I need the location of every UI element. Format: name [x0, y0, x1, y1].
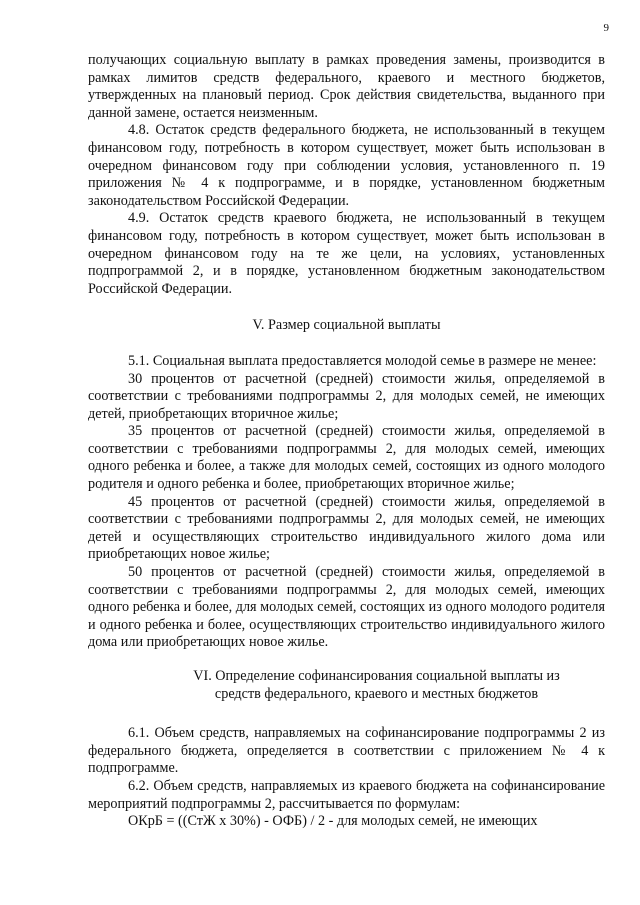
paragraph-30-percent: 30 процентов от расчетной (средней) стоимости жилья, определяемой в соответствии с требованиями подпрограммы 2, для молодых семей, не имеющих детей, приобретающих вторичное жилье; [88, 370, 605, 422]
page-number: 9 [603, 22, 609, 34]
paragraph-4-8: 4.8. Остаток средств федерального бюджета, не использованный в текущем финансовом году, потребность в котором существует, может быть использован в очередном финансовом году при соблюдении условия, установленного п. 19 приложения № 4 к подпрограмме, и в порядке, установленном бюджетным законодательством Российской Федерации. [88, 122, 605, 209]
paragraph-6-2: 6.2. Объем средств, направляемых из краевого бюджета на софинансирование мероприятий подпрограммы 2, рассчитывается по формулам: [88, 777, 605, 812]
paragraph-4-9: 4.9. Остаток средств краевого бюджета, не использованный в текущем финансовом году, потребность в котором существует, может быть использован в очередном финансовом году на те же цели, на условиях, установленных подпрограммой 2, и в порядке, установленном бюджетным законодательством Российской Федерации. [88, 210, 605, 297]
section-6-heading-line-2: средств федерального, краевого и местных бюджетов [214, 685, 539, 702]
paragraph-6-1: 6.1. Объем средств, направляемых на софинансирование подпрограммы 2 из федерального бюджета, определяется в соответствии с приложением № 4 к подпрограмме. [88, 725, 605, 777]
formula-okrb: ОКрБ = ((СтЖ х 30%) - ОФБ) / 2 - для молодых семей, не имеющих [128, 813, 538, 830]
section-6-heading-line-1: VI. Определение софинансирования социальной выплаты из [193, 668, 560, 684]
paragraph-45-percent: 45 процентов от расчетной (средней) стоимости жилья, определяемой в соответствии с требованиями подпрограммы 2, для молодых семей, не имеющих детей и осуществляющих строительство индивидуального жилого дома или приобретающих новое жилье; [88, 493, 605, 563]
paragraph-50-percent: 50 процентов от расчетной (средней) стоимости жилья, определяемой в соответствии с требованиями подпрограммы 2, для молодых семей, имеющих одного ребенка и более, для молодых семей, состоящих из одного молодого родителя и одного ребенка и более, осуществляющих строительство индивидуального жилого дома или приобретающих новое жилье. [88, 564, 605, 651]
section-5-heading: V. Размер социальной выплаты [252, 317, 441, 334]
document-body [88, 52, 605, 831]
paragraph-35-percent: 35 процентов от расчетной (средней) стоимости жилья, определяемой в соответствии с требованиями подпрограммы 2, для молодых семей, имеющих одного ребенка и более, а также для молодых семей, состоящих из одного молодого родителя и одного ребенка и более, приобретающих вторичное жилье; [88, 423, 605, 493]
paragraph-continuation: получающих социальную выплату в рамках проведения замены, производится в рамках лимитов средств федерального, краевого и местного бюджетов, утвержденных на плановый период. Срок действия свидетельства, выданного при данной замене, остается неизменным. [88, 52, 605, 121]
section-6-heading [102, 668, 592, 703]
paragraph-5-1: 5.1. Социальная выплата предоставляется молодой семье в размере не менее: [128, 352, 597, 369]
